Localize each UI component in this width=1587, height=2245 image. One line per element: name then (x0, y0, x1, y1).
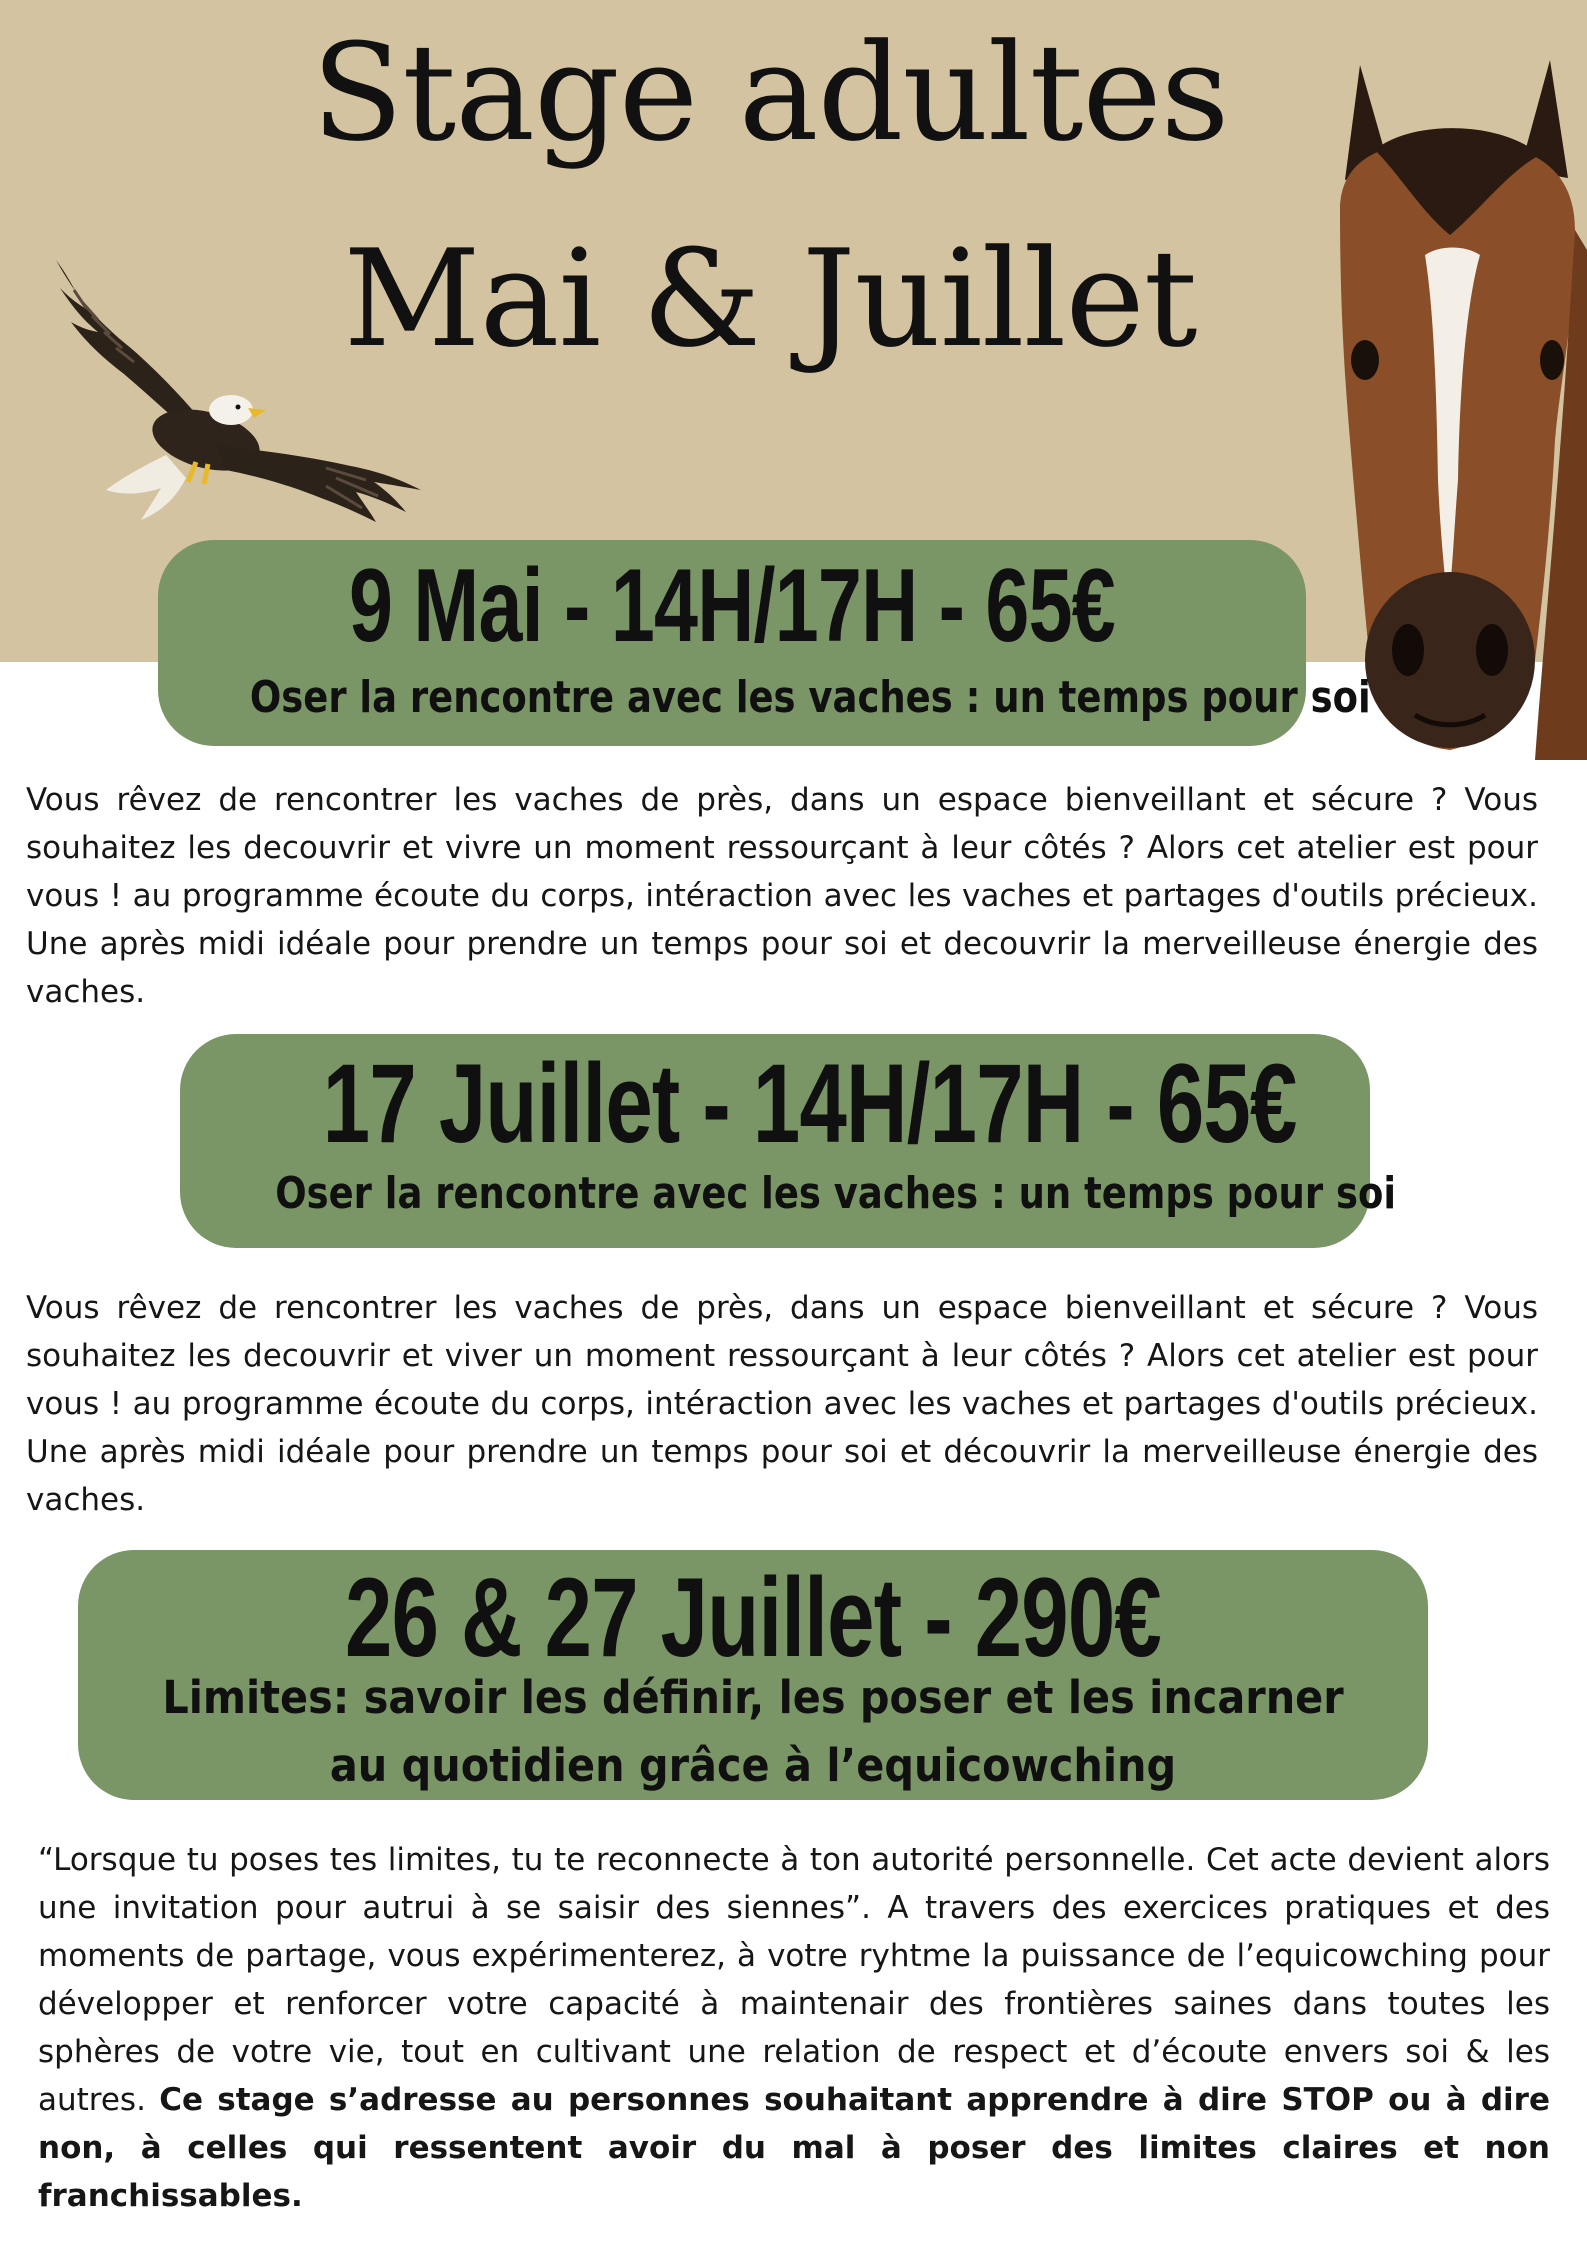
event-2-description: Vous rêvez de rencontrer les vaches de près, dans un espace bienveillant et sécure ? Vous souhaitez les decouvrir et viver un moment ressourçant à leur côtés ? Alors cet atelier est pour vous ! au programme écoute du corps, intéraction avec les vaches et partages d'outils précieux. Une après midi idéale pour prendre un temps pour soi et découvrir la merveilleuse énergie des vaches. (26, 1290, 1538, 1518)
event-card-1 (158, 540, 1371, 746)
event-2-heading: 17 Juillet - 14H/17H - 65€ (322, 1041, 1297, 1166)
event-card-2 (180, 1034, 1397, 1248)
event-card-3 (78, 1550, 1428, 1800)
event-3-heading: 26 & 27 Juillet - 290€ (344, 1555, 1162, 1680)
page-title-line1: Stage adultes (311, 15, 1229, 171)
event-1-subtitle: Oser la rencontre avec les vaches : un temps pour soi (249, 672, 1371, 723)
event-3-description (38, 1836, 1550, 2220)
horse-icon (1320, 60, 1587, 760)
event-1-description: Vous rêvez de rencontrer les vaches de près, dans un espace bienveillant et sécure ? Vous souhaitez les decouvrir et vivre un moment ressourçant à leur côtés ? Alors cet atelier est pour vous ! au programme écoute du corps, intéraction avec les vaches et partages d'outils précieux. Une après midi idéale pour prendre un temps pour soi et decouvrir la merveilleuse énergie des vaches. (26, 782, 1538, 1010)
event-2-subtitle: Oser la rencontre avec les vaches : un temps pour soi (275, 1168, 1397, 1219)
event-3-subtitle: Limites: savoir les définir, les poser et les incarner au quotidien grâce à l’equicowching (162, 1671, 1344, 1792)
event-3-description-text: “Lorsque tu poses tes limites, tu te reconnecte à ton autorité personnelle. Cet acte devient alors une invitation pour autrui à se saisir des siennes”. A travers des exercices pratiques et des moments de partage, vous expérimenterez, à votre ryhtme la puissance de l’equicowching pour développer et renforcer votre capacité à maintenair des frontières saines dans toutes les sphères de votre vie, tout en cultivant une relation de respect et d’écoute envers soi & les autres. (38, 1842, 1550, 2118)
eagle-icon (26, 250, 426, 550)
page-title-line2: Mai & Juillet (343, 221, 1197, 377)
event-1-heading: 9 Mai - 14H/17H - 65€ (348, 548, 1116, 664)
event-3-description-bold: Ce stage s’adresse au personnes souhaitant apprendre à dire STOP ou à dire non, à celles qui ressentent avoir du mal à poser des limites claires et non franchissables. (38, 2082, 1550, 2214)
